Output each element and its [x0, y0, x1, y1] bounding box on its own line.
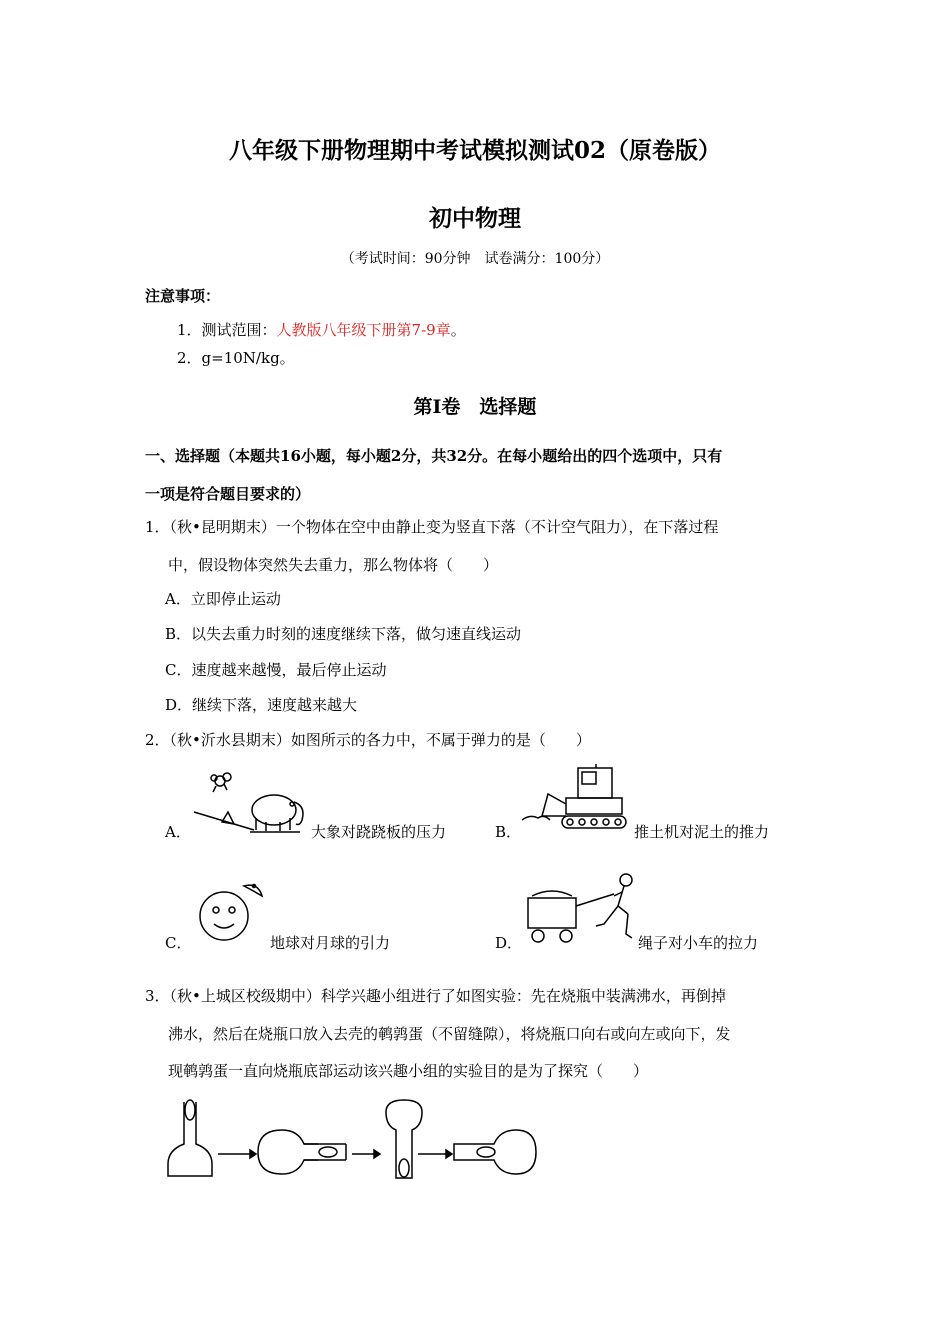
q3-stem-line2: 沸水，然后在烧瓶口放入去壳的鹌鹑蛋（不留缝隙），将烧瓶口向右或向左或向下，发: [168, 1025, 731, 1043]
q1-option-d: D．继续下落，速度越来越大: [165, 696, 358, 714]
earth-moon-illustration: [192, 872, 272, 948]
q1-option-b: B．以失去重力时刻的速度继续下落，做匀速直线运动: [165, 625, 522, 643]
q2-option-a-text: 大象对跷跷板的压力: [311, 823, 447, 841]
q2-option-d-letter: D．: [495, 934, 523, 952]
egg-3: [399, 1159, 409, 1177]
notes-heading: 注意事项：: [145, 287, 221, 305]
q2-option-a-letter: A．: [165, 823, 191, 841]
q2-option-c-text: 地球对月球的引力: [270, 934, 391, 952]
q3-stem-line3: 现鹌鹑蛋一直向烧瓶底部运动该兴趣小组的实验目的是为了探究（ ）: [168, 1062, 649, 1080]
flask-neck-right: [258, 1130, 318, 1174]
q2-stem: 2．（秋•沂水县期末）如图所示的各力中，不属于弹力的是（ ）: [145, 731, 591, 749]
q1-stem-line2: 中，假设物体突然失去重力，那么物体将（ ）: [168, 556, 499, 574]
q2-option-c-letter: C．: [165, 934, 192, 952]
flask-neck-down: [386, 1100, 422, 1178]
flask-neck-up: [168, 1102, 212, 1176]
q3-stem-line1: 3．（秋•上城区校级期中）科学兴趣小组进行了如图实验：先在烧瓶中装满沸水，再倒掉: [145, 987, 726, 1005]
exam-info: （考试时间：90分钟 试卷满分：100分）: [340, 251, 610, 267]
q2-option-b-letter: B．: [495, 823, 522, 841]
flask-experiment-diagram: [160, 1092, 550, 1182]
q2-option-b-text: 推土机对泥土的推力: [634, 823, 770, 841]
part1-instruction-line1: 一、选择题（本题共16小题，每小题2分，共32分。在每小题给出的四个选项中，只有: [145, 447, 723, 465]
part1-instruction-line2: 一项是符合题目要求的）: [145, 485, 311, 503]
bulldozer-illustration: [520, 760, 630, 836]
note-item-1-suffix: 。: [450, 321, 466, 339]
document-title: 八年级下册物理期中考试模拟测试02（原卷版）: [228, 137, 721, 164]
egg-1: [185, 1100, 195, 1120]
q1-option-c: C．速度越来越慢，最后停止运动: [165, 661, 387, 679]
q1-option-a: A．立即停止运动: [165, 590, 281, 608]
section-title: 第Ⅰ卷 选择题: [413, 396, 537, 418]
test-scope-highlight: 人教版八年级下册第7-9章: [276, 321, 451, 339]
elephant-seesaw-illustration: [192, 768, 310, 834]
rope-cart-illustration: [522, 868, 640, 946]
subject-heading: 初中物理: [429, 205, 521, 232]
note-item-2: 2．g=10N/kg。: [177, 349, 295, 367]
egg-4: [477, 1147, 495, 1157]
q1-stem-line1: 1．（秋•昆明期末）一个物体在空中由静止变为竖直下落（不计空气阻力），在下落过程: [145, 518, 719, 536]
egg-2: [319, 1147, 337, 1157]
q2-option-d-text: 绳子对小车的拉力: [638, 934, 759, 952]
note-item-1-prefix: 1．测试范围：: [177, 321, 277, 339]
note-item-1: [177, 319, 466, 340]
